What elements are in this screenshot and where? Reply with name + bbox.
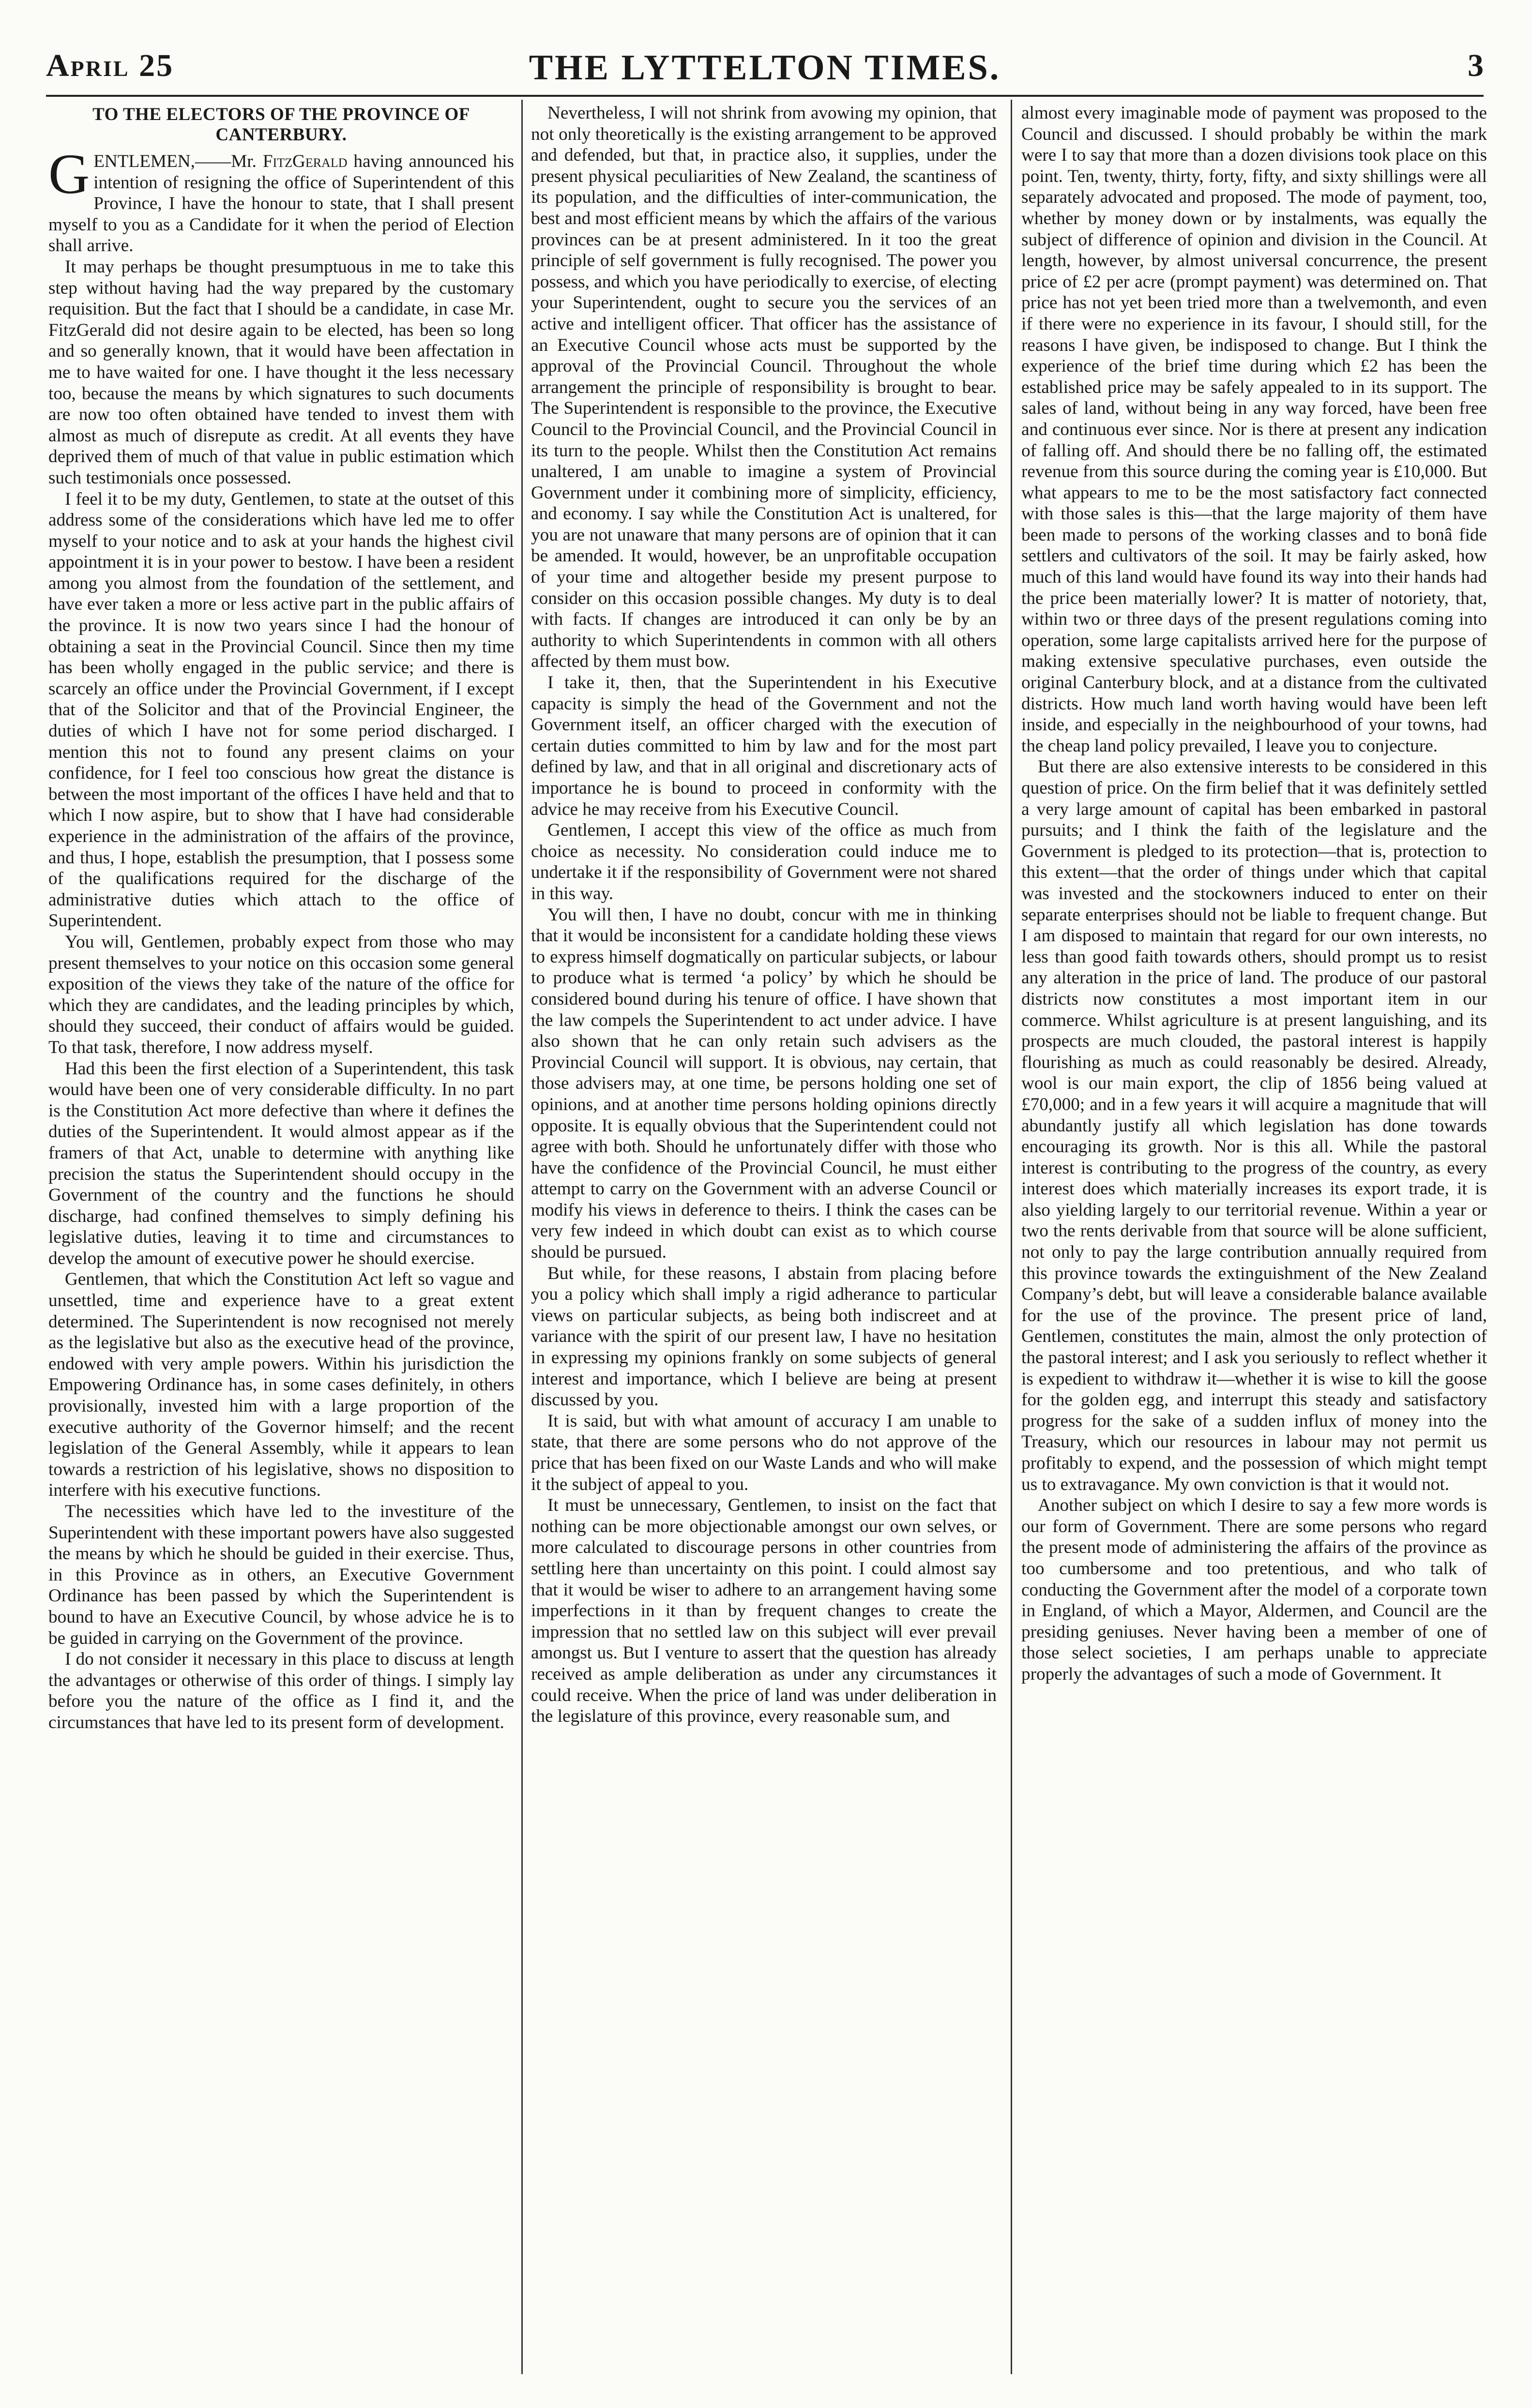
paragraph: I feel it to be my duty, Gentlemen, to state at the outset of this address some of the considerations which have led me to offer myself to your notice and to ask at your hands the highest civil appointment it is in your power to bestow. I have been a resident among you almost from the foundation of the settlement, and have ever taken a more or less active part in the public affairs of the province. It is now two years since I had the honour of obtaining a seat in the Provincial Council. Since then my time has been wholly engaged in the public service; and there is scarcely an office under the Provincial Government, if I except that of the Solicitor and that of the Provincial Engineer, the duties of which I have not for some period discharged. I mention this not to found any present claims on your confidence, for I feel too conscious how great the distance is between the most important of the offices I have held and that to which I now aspire, but to show that I have had considerable experience in the administration of the affairs of the province, and thus, I hope, establish the presumption, that I possess some of the qualifications required for the discharge of the administrative duties which attach to the office of Superintendent. xyxy=(48,489,514,931)
drop-cap: G xyxy=(48,142,90,206)
paragraph: The necessities which have led to the investiture of the Superintendent with these important powers have also suggested the means by which he should be guided in their exercise. Thus, in this Province as in others, an Executive Government Ordinance has been passed by which the Superintendent is bound to have an Executive Council, by whose advice he is to be guided in carrying on the Government of the province. xyxy=(48,1502,514,1648)
paragraph: It is said, but with what amount of accuracy I am unable to state, that there are some persons who do not approve of the price that has been fixed on our Waste Lands and who will make it the subject of appeal to you. xyxy=(531,1411,997,1494)
article-heading: TO THE ELECTORS OF THE PROVINCE OF CANTERBURY. xyxy=(92,105,470,145)
paragraph: But while, for these reasons, I abstain from placing before you a policy which shall imply a rigid adherance to particular views on particular subjects, as being both indiscreet and at variance with the spirit of our present law, I have no hesitation in expressing my opinions frankly on some subjects of general interest and importance, which I believe are being at present discussed by you. xyxy=(531,1263,997,1410)
header-rule xyxy=(46,95,1484,97)
paragraph: Another subject on which I desire to say a few more words is our form of Government. There are some persons who regard the present mode of administering the affairs of the province as too cumbersome and too pretentious, and who talk of conducting the Government after the model of a corporate town in England, of which a Mayor, Aldermen, and Council are the presiding geniuses. Never having been a member of one of those select societies, I am perhaps unable to appreciate properly the advantages of such a mode of Government. It xyxy=(1021,1495,1487,1684)
column-3 xyxy=(1021,103,1487,1685)
column-rule-2 xyxy=(1011,100,1012,2374)
paragraph: I take it, then, that the Superintendent in his Executive capacity is simply the head of the Government and not the Government itself, an officer charged with the execution of certain duties committed to him by law and for the most part defined by law, and that in all original and discretionary acts of importance he is bound to proceed in conformity with the advice he may receive from his Executive Council. xyxy=(531,673,997,819)
page-number: 3 xyxy=(1468,48,1484,83)
masthead xyxy=(46,47,1484,87)
paragraph: Nevertheless, I will not shrink from avowing my opinion, that not only theoretically is the existing arrangement to be approved and defended, but that, in practice also, it supplies, under the present physical peculiarities of New Zealand, the scantiness of its population, and the difficulties of inter-communication, the best and most efficient means by which the affairs of the various provinces can be at present administered. In it too the great principle of self government is fully recognised. The power you possess, and which you have periodically to exercise, of electing your Superintendent, ought to secure you the services of an active and intelligent officer. That officer has the assistance of an Executive Council whose acts must be supported by the approval of the Provincial Council. Throughout the whole arrangement the principle of responsibility is brought to bear. The Superintendent is responsible to the province, the Executive Council to the Provincial Council, and the Provincial Council in its turn to the people. Whilst then the Constitution Act remains unaltered, I am unable to imagine a system of Provincial Government under it combining more of simplicity, efficiency, and economy. I say while the Constitution Act is unaltered, for you are not unaware that many persons are of opinion that it can be amended. It would, however, be an unprofitable occupation of your time and altogether beside my present purpose to consider on this occasion possible changes. My duty is to deal with facts. If changes are introduced it can only be by an authority to which Superintendents in common with all others affected by them must bow. xyxy=(531,103,997,672)
paragraph: It may perhaps be thought presumptuous in me to take this step without having had the way prepared by the customary requisition. But the fact that I should be a candidate, in case Mr. FitzGerald did not desire again to be elected, has been so long and so generally known, that it would have been affectation in me to have waited for one. I have thought it the less necessary too, because the means by which signatures to such documents are now too often obtained have tended to invest them with almost as much of disrepute as credit. At all events they have deprived them of much of that value in public estimation which such testimonials once possessed. xyxy=(48,256,514,488)
opening-paragraph xyxy=(48,142,514,256)
salutation-name: FitzGerald xyxy=(262,151,348,171)
issue-date: April 25 xyxy=(46,48,174,83)
paragraph: You will then, I have no doubt, concur with me in thinking that it would be inconsistent for a candidate holding these views to express himself dogmatically on particular subjects, or labour to produce what is termed ‘a policy’ by which he should be considered bound during his tenure of office. I have shown that the law compels the Superintendent to act under advice. I have also shown that he can only retain such advisers as the Provincial Council will support. It is obvious, nay certain, that those advisers may, at one time, be persons holding one set of opinions, and at another time persons holding opinions directly opposite. It is equally obvious that the Superintendent could not agree with both. Should he unfortunately differ with those who have the confidence of the Provincial Council, he must either attempt to carry on the Government with an adverse Council or modify his views in deference to theirs. I think the cases can be very few indeed in which doubt can exist as to which course should be pursued. xyxy=(531,904,997,1263)
column-1 xyxy=(48,103,514,1733)
paragraph: It must be unnecessary, Gentlemen, to insist on the fact that nothing can be more objectionable amongst our own selves, or more calculated to discourage persons in other countries from settling here than uncertainty on this point. I could almost say that it would be wiser to adhere to an arrangement having some imperfections in it than by frequent changes to create the impression that no settled law on this subject will ever prevail amongst us. But I venture to assert that the question has already received as ample deliberation as under any circumstances it could receive. When the price of land was under deliberation in the legislature of this province, every reasonable sum, and xyxy=(531,1495,997,1727)
paragraph: But there are also extensive interests to be considered in this question of price. On the firm belief that it was definitely settled a very large amount of capital has been embarked in pastoral pursuits; and I think the faith of the legislature and the Government is pledged to its protection—that is, protection to this extent—that the order of things under which that capital was invested and the stockowners induced to enter on their separate enterprises should not be liable to frequent change. But I am disposed to maintain that regard for our own interests, no less than good faith towards others, should prompt us to resist any alteration in the price of land. The produce of our pastoral districts now constitutes a most important item in our commerce. Whilst agriculture is at present languishing, and its prospects are much clouded, the pastoral interest is happily flourishing as much as could reasonably be desired. Already, wool is our main export, the clip of 1856 being valued at £70,000; and in a few years it will acquire a magnitude that will abundantly justify all which legislation has done towards encouraging its growth. Nor is this all. While the pastoral interest is contributing to the progress of the country, as every interest does which materially increases its export trade, it is also yielding largely to our territorial revenue. Within a year or two the rents derivable from that source will be alone sufficient, not only to pay the large contribution annually required from this province towards the extinguishment of the New Zealand Company’s debt, but will leave a considerable balance available for the use of the province. The present price of land, Gentlemen, constitutes the main, almost the only protection of the pastoral interest; and I ask you seriously to reflect whether it is expedient to withdraw it—whether it is wise to kill the goose for the golden egg, and interrupt this steady and satisfactory progress for the sake of a sudden influx of money into the Treasury, which our resources in labour may not permit us profitably to expend, and the possession of which might tempt us to extravagance. My own conviction is that it would not. xyxy=(1021,757,1487,1494)
column-rule-1 xyxy=(521,100,523,2374)
opening-text: having announced his intention of resigning the office of Superintendent of this Province, I have the honour to state, that I shall present myself to you as a Candidate for it when the period of Election shall arrive. xyxy=(48,151,514,256)
paragraph: I do not consider it necessary in this place to discuss at length the advantages or otherwise of this order of things. I simply lay before you the nature of the office as I find it, and the circumstances that have led to its present form of development. xyxy=(48,1649,514,1732)
paragraph: Gentlemen, I accept this view of the office as much from choice as necessity. No consideration could induce me to undertake it if the responsibility of Government were not shared in this way. xyxy=(531,820,997,903)
paragraph: Had this been the first election of a Superintendent, this task would have been one of very considerable difficulty. In no part is the Constitution Act more defective than where it defines the duties of the Superintendent. It would almost appear as if the framers of that Act, unable to determine with anything like precision the status the Superintendent should occupy in the Government of the country and the functions he should discharge, had confined themselves to simply defining his legislative duties, leaving it to time and circumstances to develop the amount of executive power he should exercise. xyxy=(48,1058,514,1268)
newspaper-title: THE LYTTELTON TIMES. xyxy=(529,48,1001,88)
column-2 xyxy=(531,103,997,1727)
paragraph-continued: almost every imaginable mode of payment was proposed to the Council and discussed. I should probably be within the mark were I to say that more than a dozen divisions took place on this point. Ten, twenty, thirty, forty, fifty, and sixty shillings were all separately advocated and proposed. The mode of payment, too, whether by money down or by instalments, was equally the subject of difference of opinion and division in the Council. At length, however, by almost universal concurrence, the present price of £2 per acre (prompt payment) was determined on. That price has not yet been tried more than a twelvemonth, and even if there were no experience in its favour, I should still, for the reasons I have given, be indisposed to change. But I think the experience of the brief time during which £2 has been the established price may be safely appealed to in its support. The sales of land, without being in any way forced, have been free and continuous ever since. Nor is there at present any indication of falling off. And should there be no falling off, the estimated revenue from this source during the coming year is £10,000. But what appears to me to be the most satisfactory fact connected with those sales is this—that the large majority of them have been made to persons of the working classes and to bonâ fide settlers and cultivators of the soil. It may be fairly asked, how much of this land would have found its way into their hands had the price been materially lower? It is matter of notoriety, that, within two or three days of the present regulations coming into operation, some large capitalists arrived here for the purpose of making extensive speculative purchases, even outside the original Canterbury block, and at a distance from the cultivated districts. How much land worth having would have been left inside, and especially in the neighbourhood of your towns, had the cheap land policy prevailed, I leave you to conjecture. xyxy=(1021,103,1487,756)
paragraph: You will, Gentlemen, probably expect from those who may present themselves to your notice on this occasion some general exposition of the views they take of the nature of the office for which they are candidates, and the leading principles by which, should they succeed, their conduct of affairs would be guided. To that task, therefore, I now address myself. xyxy=(48,932,514,1057)
salutation: ENTLEMEN,——Mr. xyxy=(93,151,263,171)
paragraph: Gentlemen, that which the Constitution Act left so vague and unsettled, time and experience have to a great extent determined. The Superintendent is now recognised not merely as the legislative but also as the executive head of the province, endowed with very ample powers. Within his jurisdiction the Empowering Ordinance has, in some cases definitely, in others provisionally, invested him with a large proportion of the executive authority of the Governor himself; and the recent legislation of the General Assembly, while it appears to lean towards a restriction of his legislative, shows no disposition to interfere with his executive functions. xyxy=(48,1269,514,1501)
